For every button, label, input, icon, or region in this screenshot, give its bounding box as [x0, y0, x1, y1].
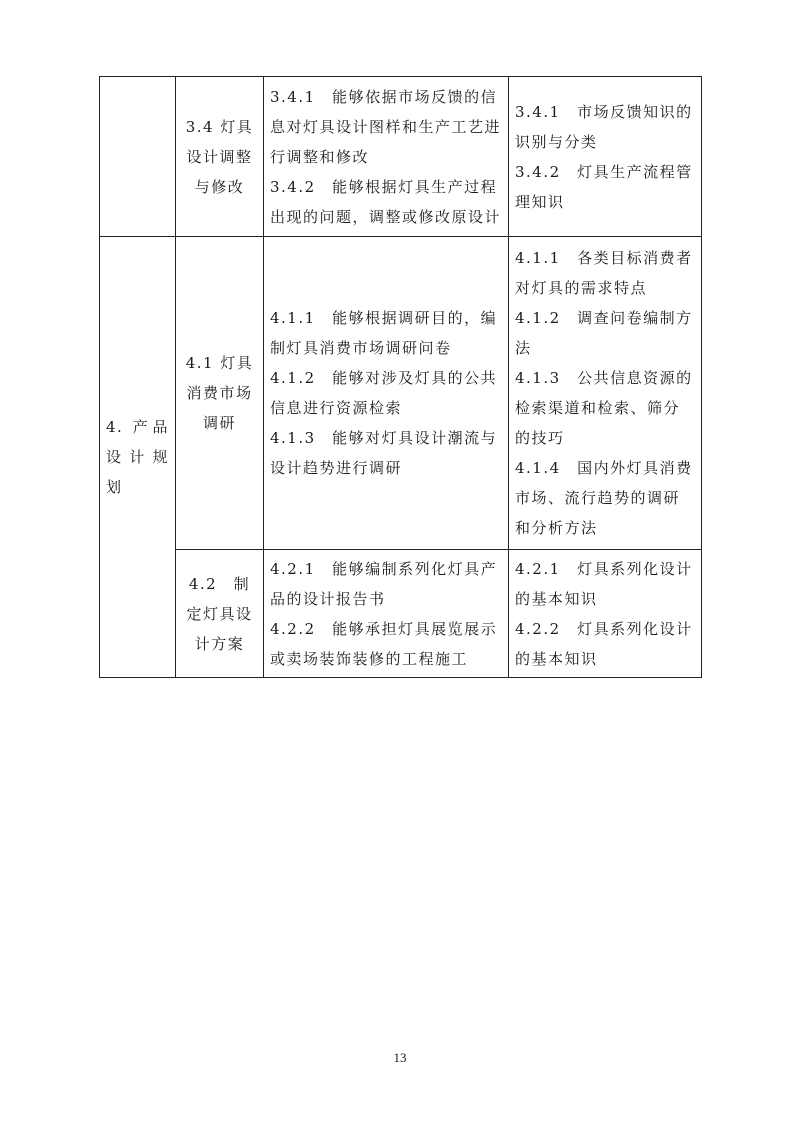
- table-row: [100, 550, 702, 678]
- skills-cell: [264, 77, 509, 237]
- knowledge-cell: [509, 550, 702, 678]
- work-content-cell: 4.2 制定灯具设计方案: [176, 550, 264, 678]
- knowledge-item: 4.2.2 灯具系列化设计的基本知识: [515, 619, 693, 668]
- table-row: [100, 77, 702, 237]
- skill-item: 4.1.3 能够对灯具设计潮流与设计趋势进行调研: [270, 429, 498, 477]
- skill-item: 4.1.1 能够根据调研目的，编制灯具消费市场调研问卷: [270, 309, 498, 357]
- job-function-cell: 4. 产品设计规划: [100, 237, 176, 678]
- skill-item: 4.2.2 能够承担灯具展览展示或卖场装饰装修的工程施工: [270, 619, 498, 668]
- skill-item: 4.1.2 能够对涉及灯具的公共信息进行资源检索: [270, 369, 498, 417]
- work-content-cell: 3.4 灯具设计调整与修改: [176, 77, 264, 237]
- page-number: 13: [393, 1050, 407, 1065]
- knowledge-cell: [509, 77, 702, 237]
- skill-item: 4.2.1 能够编制系列化灯具产品的设计报告书: [270, 559, 498, 608]
- knowledge-item: 4.2.1 灯具系列化设计的基本知识: [515, 559, 693, 608]
- knowledge-item: 4.1.2 调查问卷编制方法: [515, 309, 693, 357]
- skill-item: 3.4.1 能够依据市场反馈的信息对灯具设计图样和生产工艺进行调整和修改: [270, 87, 502, 166]
- standard-table: [99, 76, 702, 678]
- knowledge-item: 4.1.1 各类目标消费者对灯具的需求特点: [515, 249, 693, 297]
- table-row: [100, 237, 702, 550]
- skills-cell: [264, 237, 509, 550]
- knowledge-item: 3.4.1 市场反馈知识的识别与分类: [515, 102, 693, 151]
- knowledge-cell: [509, 237, 702, 550]
- job-function-cell: [100, 77, 176, 237]
- skill-item: 3.4.2 能够根据灯具生产过程出现的问题，调整或修改原设计: [270, 177, 502, 226]
- knowledge-item: 4.1.3 公共信息资源的检索渠道和检索、筛分的技巧: [515, 369, 693, 447]
- knowledge-item: 3.4.2 灯具生产流程管理知识: [515, 162, 693, 211]
- knowledge-item: 4.1.4 国内外灯具消费市场、流行趋势的调研和分析方法: [515, 459, 693, 537]
- work-content-cell: 4.1 灯具消费市场调研: [176, 237, 264, 550]
- skills-cell: [264, 550, 509, 678]
